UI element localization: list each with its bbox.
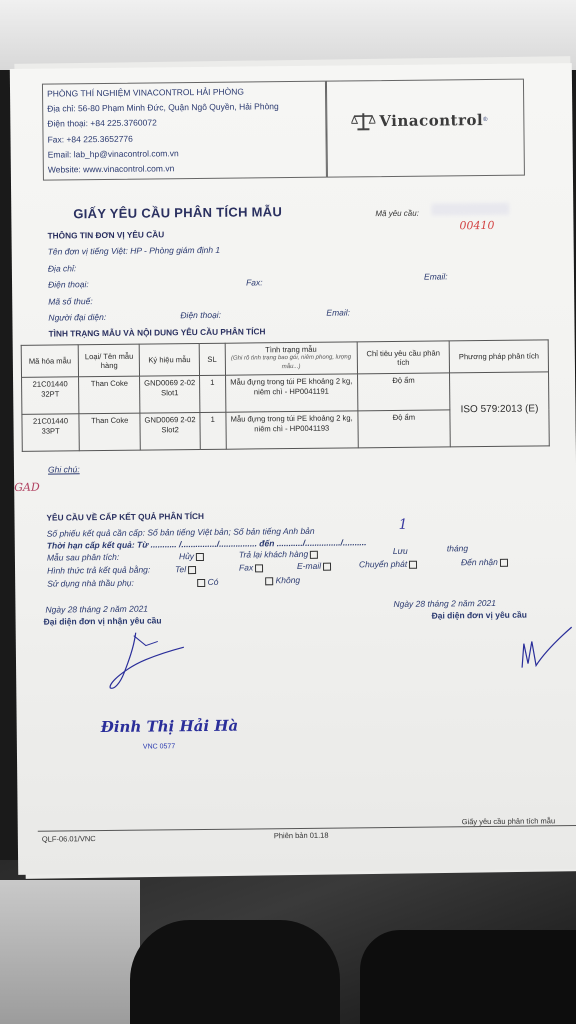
pickup-checkbox[interactable] — [500, 559, 508, 567]
post-checkbox[interactable] — [409, 560, 417, 568]
lab-phone: Điện thoại: +84 225.3760072 — [47, 117, 157, 129]
vinacontrol-logo: Vinacontrol ® — [351, 110, 487, 131]
status-header-hint: (Ghi rõ tình trạng bao gói, niêm phong, lượng mẫu...) — [230, 354, 352, 371]
lab-email: Email: lab_hp@vinacontrol.com.vn — [47, 148, 179, 160]
result-deadline: Thời hạn cấp kết quả: Từ ........... /.............../................ đến .........../.............../.......... — [46, 537, 367, 551]
tel-checkbox[interactable] — [188, 566, 196, 574]
requester-address-label: Địa chỉ: — [47, 263, 77, 274]
row1-sign: GND0069 2-02 Slot1 — [140, 375, 200, 413]
redacted-code — [431, 203, 509, 216]
option-return-label: Trả lại khách hàng — [238, 548, 309, 560]
footer-version: Phiên bản 01.18 — [273, 830, 329, 841]
background-chair — [360, 930, 576, 1024]
request-code-label: Mã yêu cầu: — [375, 208, 419, 219]
delivery-pickup[interactable] — [461, 557, 508, 567]
option-destroy[interactable] — [179, 551, 204, 561]
representative-email-label: Email: — [326, 307, 351, 318]
col-sample-code: Mã hóa mẫu — [21, 345, 78, 378]
lab-website: Website: www.vinacontrol.com.vn — [47, 163, 175, 175]
delivery-method-label: Hình thức trả kết quả bằng: — [46, 564, 151, 576]
col-sample-sign: Ký hiệu mẫu — [140, 343, 200, 376]
fax-checkbox[interactable] — [255, 564, 263, 572]
row2-qty: 1 — [200, 412, 226, 449]
footer-form-name: Giấy yêu cầu phân tích mẫu — [461, 816, 556, 827]
lab-info-box — [42, 81, 327, 181]
option-return[interactable] — [239, 549, 318, 560]
method-cell: ISO 579:2013 (E) — [450, 372, 550, 447]
sample-table — [21, 339, 550, 452]
subcontractor-yes-label: Có — [207, 576, 219, 587]
destroy-checkbox[interactable] — [196, 553, 204, 561]
after-analysis-label: Mẫu sau phân tích: — [46, 551, 120, 563]
result-copies: Số phiếu kết quả cần cấp: Số bản tiếng Việt bản; Số bản tiếng Anh bản — [46, 525, 315, 539]
representative-phone-label: Điện thoại: — [180, 309, 222, 321]
return-checkbox[interactable] — [310, 551, 318, 559]
receiver-name-signature: Đinh Thị Hải Hà — [100, 716, 239, 737]
handwritten-request-code: 00410 — [459, 218, 495, 233]
left-signature — [106, 627, 197, 698]
no-checkbox[interactable] — [265, 577, 273, 585]
requester-tax-label: Mã số thuế: — [48, 296, 93, 307]
lab-name: PHÒNG THÍ NGHIỆM VINACONTROL HẢI PHÒNG — [47, 86, 245, 99]
subcontractor-label: Sử dụng nhà thầu phụ: — [47, 577, 134, 589]
form-title: GIẤY YÊU CẦU PHÂN TÍCH MẪU — [73, 204, 283, 222]
row2-code: 21C01440 33PT — [22, 414, 80, 452]
requester-fax-label: Fax: — [245, 277, 263, 288]
logo-wordmark: Vinacontrol — [379, 111, 484, 131]
subcontractor-no-label: Không — [275, 574, 301, 586]
requester-section-title: THÔNG TIN ĐƠN VỊ YÊU CẦU — [47, 229, 165, 241]
requester-email-label: Email: — [423, 271, 448, 282]
status-section-title: TÌNH TRẠNG MẪU VÀ NỘI DUNG YÊU CẦU PHÂN TÍCH — [48, 326, 266, 339]
subcontractor-yes[interactable] — [195, 577, 218, 587]
logo-box — [326, 79, 525, 178]
status-header-label: Tình trạng mẫu — [265, 344, 317, 355]
right-sign-role: Đại diện đơn vị yêu cầu — [431, 609, 527, 621]
right-sign-date: Ngày 28 tháng 2 năm 2021 — [393, 597, 497, 609]
result-section-title: YÊU CẦU VỀ CẤP KẾT QUẢ PHÂN TÍCH — [46, 510, 205, 523]
requester-phone-label: Điện thoại: — [48, 279, 89, 290]
keep-months: tháng — [446, 543, 469, 554]
left-sign-date: Ngày 28 tháng 2 năm 2021 — [45, 603, 149, 615]
col-method: Phương pháp phân tích — [449, 340, 548, 373]
footer-form-code: QLF-06.01/VNC — [41, 834, 96, 844]
row2-status: Mẫu đựng trong túi PE khoảng 2 kg, niêm chì - HP0041193 — [226, 411, 358, 449]
right-signature — [514, 623, 575, 674]
note-label: Ghi chú: — [47, 464, 80, 475]
col-sample-status — [225, 342, 357, 375]
subcontractor-no[interactable] — [263, 575, 300, 585]
delivery-email-label: E-mail — [296, 560, 322, 571]
handwritten-copies: 1 — [398, 516, 408, 533]
option-destroy-label: Hủy — [178, 551, 195, 562]
background-knee — [130, 920, 340, 1024]
delivery-post[interactable] — [359, 559, 417, 570]
row1-code: 21C01440 32PT — [22, 377, 80, 415]
lab-fax: Fax: +84 225.3652776 — [47, 133, 133, 145]
row1-qty: 1 — [199, 375, 225, 412]
row1-type: Than Coke — [79, 376, 141, 414]
yes-checkbox[interactable] — [197, 579, 205, 587]
delivery-fax[interactable] — [239, 562, 263, 572]
delivery-email[interactable] — [297, 561, 331, 571]
row2-sign: GND0069 2-02 Slot2 — [140, 412, 200, 450]
row2-target: Độ ẩm — [358, 410, 451, 448]
requester-name: Tên đơn vị tiếng Việt: HP - Phòng giám định 1 — [47, 244, 221, 257]
row1-status: Mẫu đựng trong túi PE khoảng 2 kg, niêm chì - HP0041191 — [225, 374, 357, 412]
request-form-paper — [10, 63, 576, 875]
row2-type: Than Coke — [79, 413, 141, 451]
option-keep[interactable] — [393, 546, 408, 556]
col-sample-type: Loại/ Tên mẫu hàng — [78, 344, 140, 377]
lab-address: Địa chỉ: 56-80 Phạm Minh Đức, Quận Ngô Quyền, Hải Phòng — [47, 101, 279, 114]
delivery-fax-label: Fax — [238, 562, 254, 573]
handwritten-note: GAD — [14, 480, 40, 494]
delivery-tel[interactable] — [175, 564, 196, 574]
background-floor — [0, 880, 140, 1024]
scales-icon — [351, 111, 375, 131]
representative-label: Người đại diện: — [48, 311, 107, 323]
row1-target: Độ ẩm — [357, 373, 450, 411]
delivery-tel-label: Tel — [174, 564, 187, 575]
delivery-pickup-label: Đến nhận — [460, 556, 498, 568]
receiver-stamp-code: VNC 0577 — [142, 743, 176, 751]
email-checkbox[interactable] — [323, 562, 331, 570]
option-keep-label: Lưu — [392, 545, 408, 556]
col-target: Chỉ tiêu yêu cầu phân tích — [357, 341, 450, 374]
table-row — [22, 372, 549, 415]
col-quantity: SL — [199, 343, 225, 375]
left-sign-role: Đại diện đơn vị nhận yêu cầu — [43, 615, 162, 627]
delivery-post-label: Chuyển phát — [358, 558, 408, 570]
